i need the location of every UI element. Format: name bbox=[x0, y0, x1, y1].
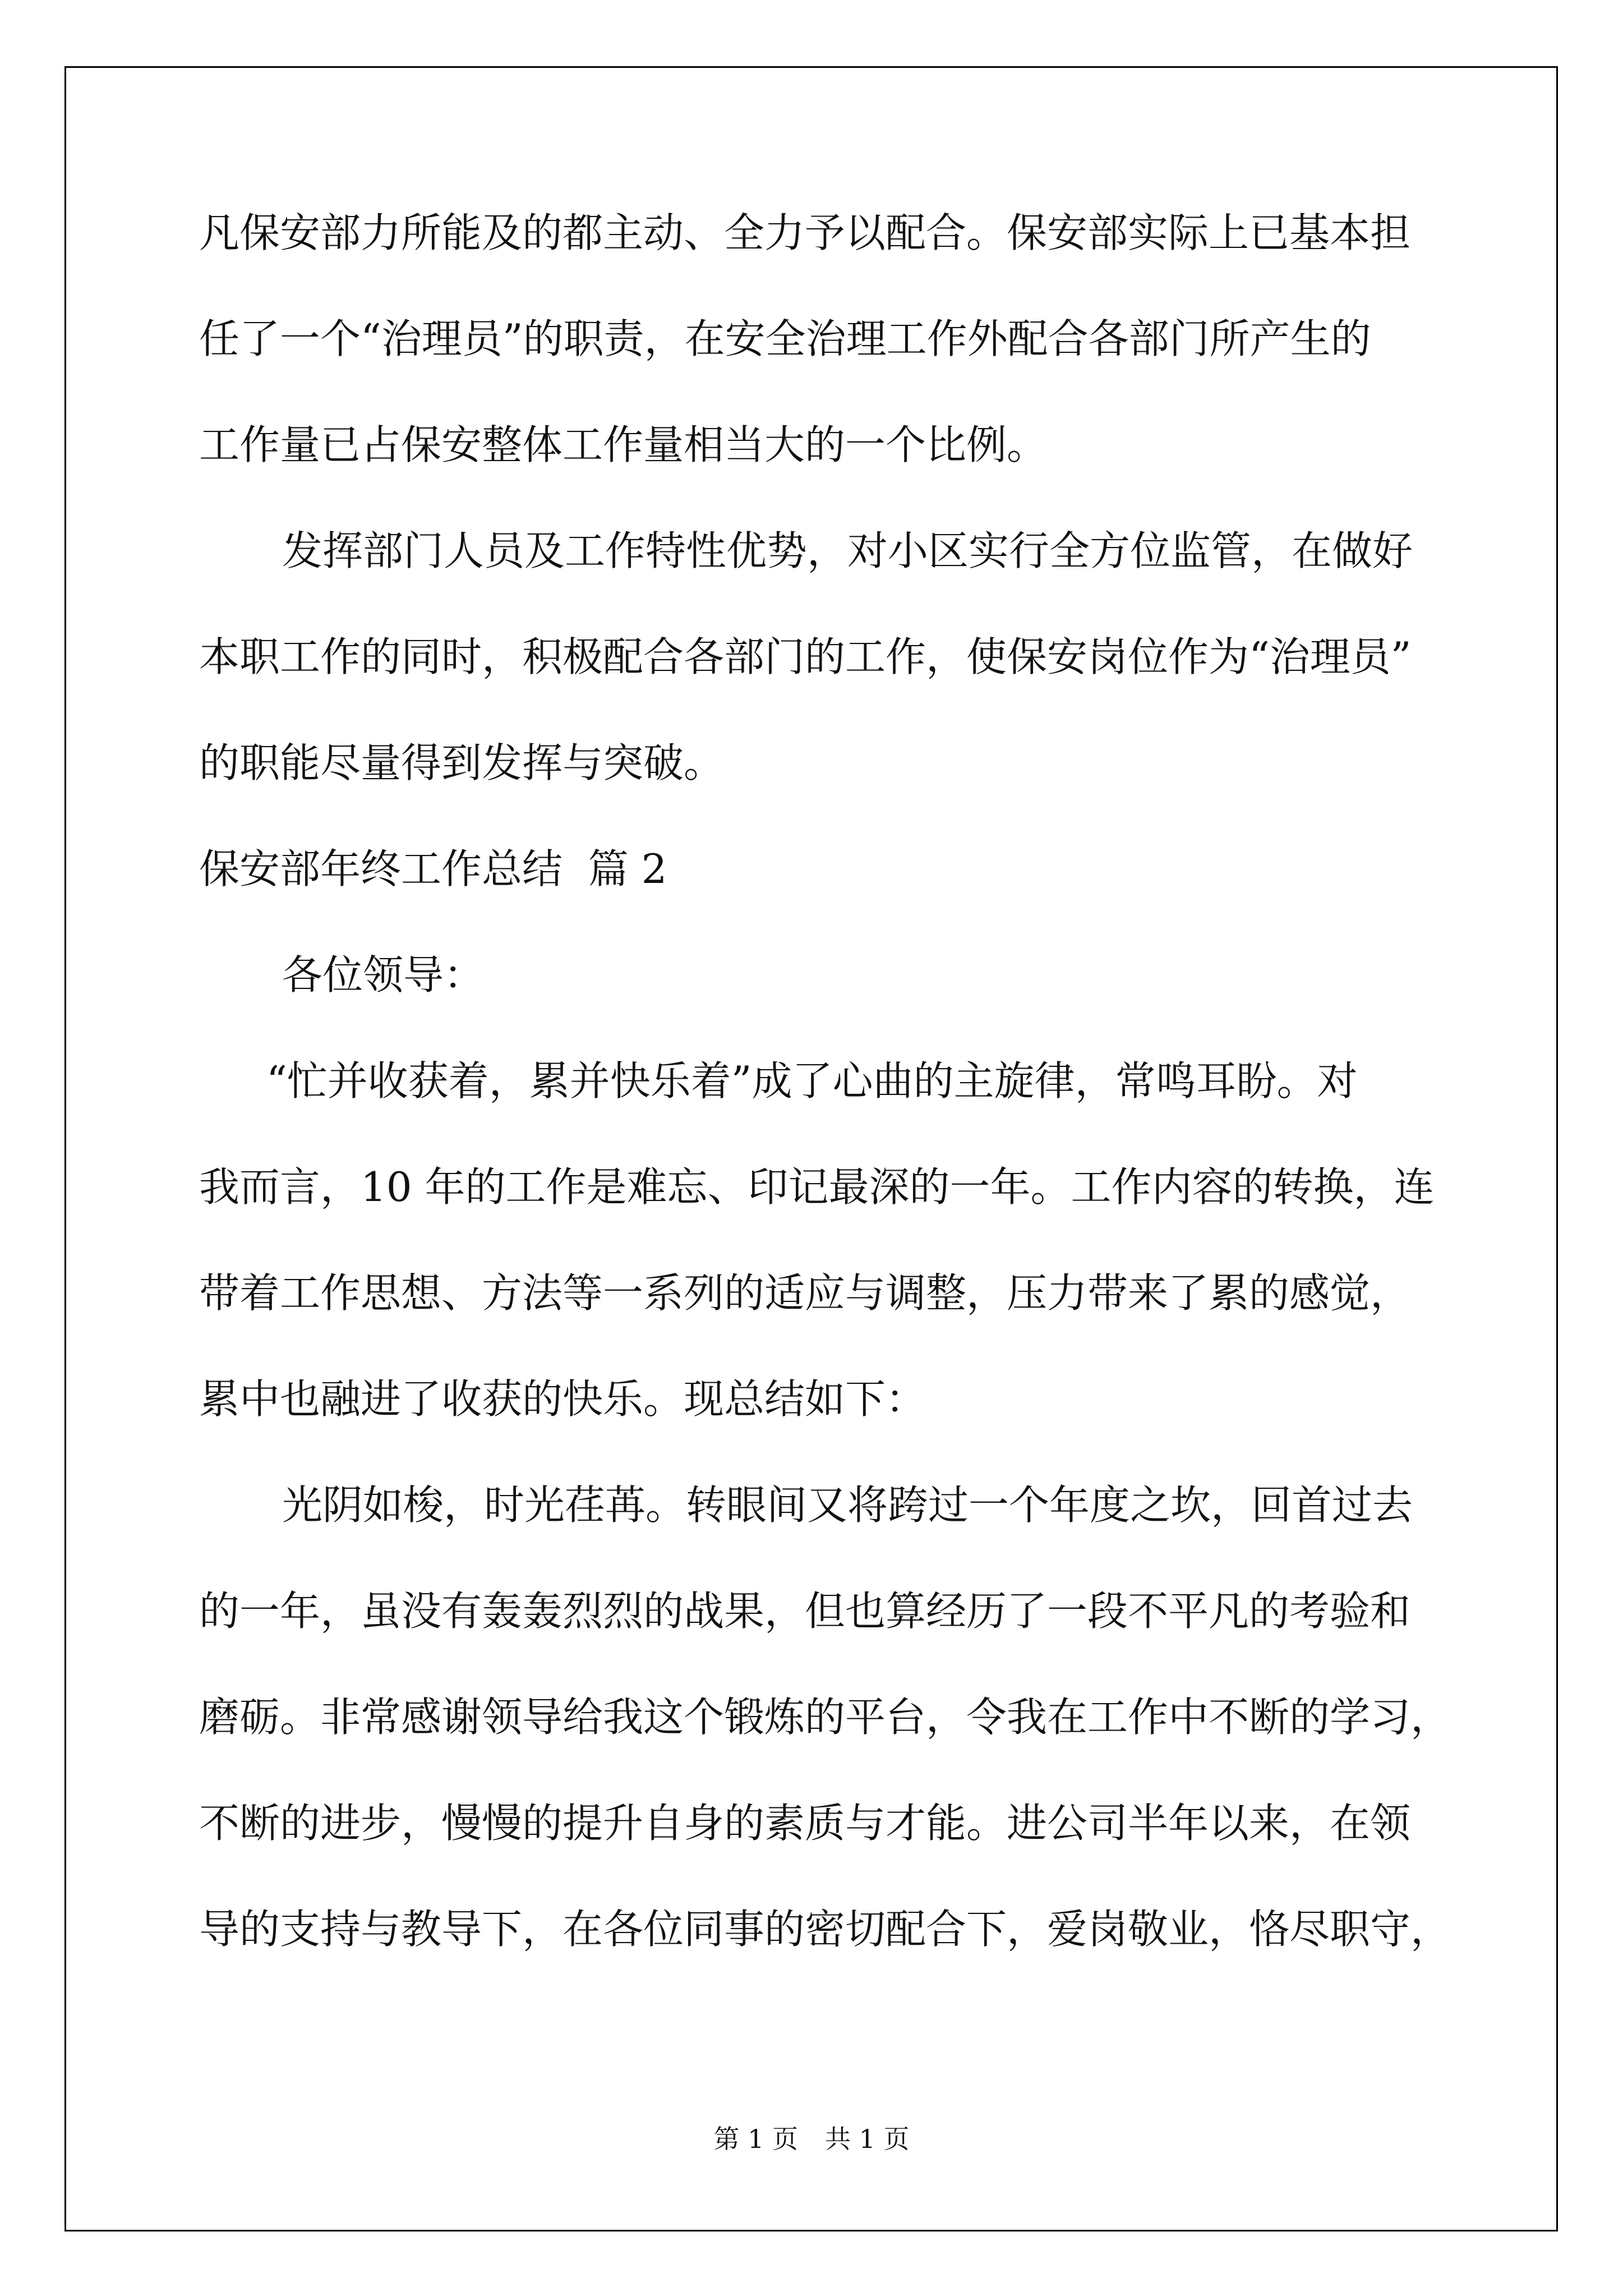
text-line: 各位领导： bbox=[282, 951, 485, 999]
text-line: 我而言，10 年的工作是难忘、印记最深的一年。工作内容的转换，连 bbox=[199, 1163, 1435, 1211]
text-line: 不断的进步，慢慢的提升自身的素质与才能。进公司半年以来，在领 bbox=[199, 1800, 1411, 1847]
text-line: 凡保安部力所能及的都主动、全力予以配合。保安部实际上已基本担 bbox=[199, 209, 1411, 256]
paragraph bbox=[199, 1479, 1483, 1955]
text-line: 任了一个“治理员”的职责，在安全治理工作外配合各部门所产生的 bbox=[199, 315, 1371, 362]
page-number: 第 1 页 bbox=[713, 2124, 798, 2154]
text-line: 发挥部门人员及工作特性优势，对小区实行全方位监管，在做好 bbox=[282, 527, 1413, 574]
text-line: 磨砺。非常感谢领导给我这个锻炼的平台，令我在工作中不断的学习， bbox=[199, 1694, 1451, 1741]
text-line: 光阴如梭，时光荏苒。转眼间又将跨过一个年度之坎，回首过去 bbox=[282, 1481, 1413, 1529]
text-line: 本职工作的同时，积极配合各部门的工作，使保安岗位作为“治理员” bbox=[199, 633, 1412, 680]
paragraph bbox=[199, 949, 1483, 1001]
paragraph bbox=[199, 206, 1483, 471]
page-footer bbox=[0, 2119, 1623, 2156]
text-line: 的一年，虽没有轰轰烈烈的战果，但也算经历了一段不平凡的考验和 bbox=[199, 1588, 1411, 1635]
text-line: 工作量已占保安整体工作量相当大的一个比例。 bbox=[199, 421, 1048, 468]
page-total: 共 1 页 bbox=[825, 2124, 910, 2154]
section-heading: 保安部年终工作总结 篇 2 bbox=[199, 845, 667, 892]
text-line: 带着工作思想、方法等一系列的适应与调整，压力带来了累的感觉， bbox=[199, 1269, 1411, 1317]
text-line: 导的支持与教导下，在各位同事的密切配合下，爱岗敬业，恪尽职守， bbox=[199, 1906, 1451, 1953]
text-line: “忙并收获着，累并快乐着”成了心曲的主旋律，常鸣耳盼。对 bbox=[266, 1057, 1358, 1105]
paragraph bbox=[199, 1055, 1483, 1425]
document-body bbox=[199, 206, 1483, 1955]
paragraph bbox=[199, 524, 1483, 789]
text-line: 的职能尽量得到发挥与突破。 bbox=[199, 739, 725, 786]
text-line: 累中也融进了收获的快乐。现总结如下： bbox=[199, 1375, 926, 1423]
